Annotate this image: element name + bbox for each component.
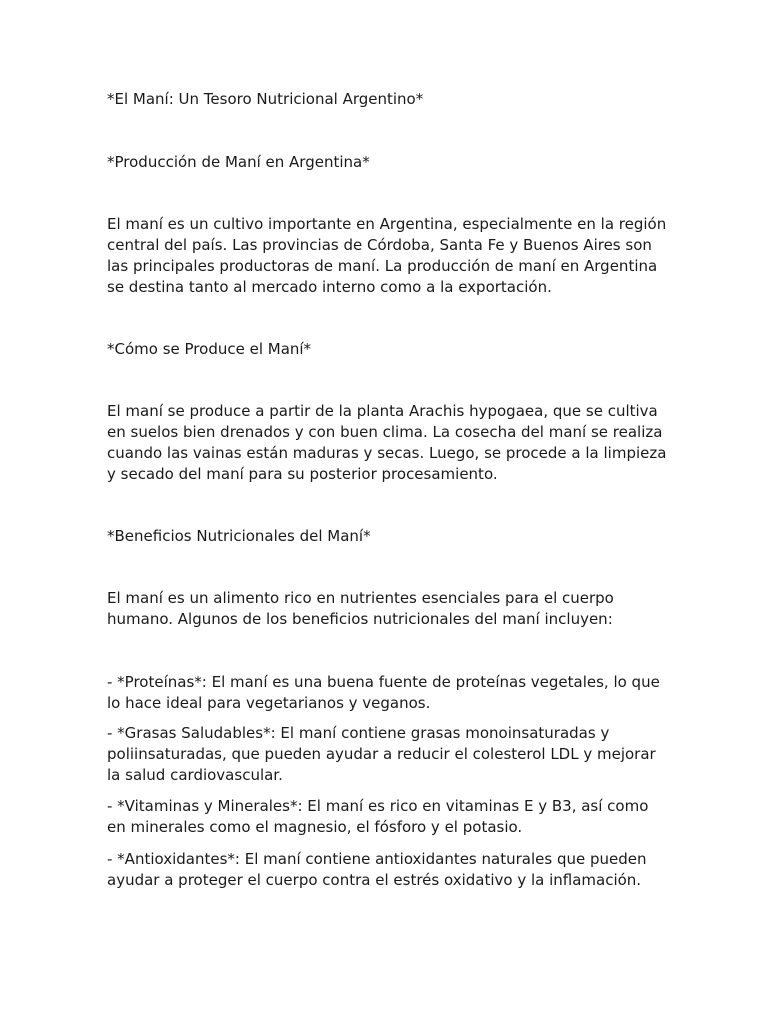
list-item-antioxidants: - *Antioxidantes*: El maní contiene antioxidantes naturales que pueden ayudar a proteger el cuerpo contra el estrés oxidativo y la inflamación. (107, 850, 647, 889)
list-item-healthy-fats: - *Grasas Saludables*: El maní contiene grasas monoinsaturadas y poliinsaturadas, que pueden ayudar a reducir el colesterol LDL y mejorar la salud cardiovascular. (107, 724, 656, 784)
section-paragraph-production: El maní es un cultivo importante en Argentina, especialmente en la región central del país. Las provincias de Córdoba, Santa Fe y Buenos Aires son las principales productoras de maní. La producción de maní en Argentina se destina tanto al mercado interno como a la exportación. (107, 215, 667, 296)
document-title: *El Maní: Un Tesoro Nutricional Argentino* (107, 90, 424, 108)
section-heading-how-produced: *Cómo se Produce el Maní* (107, 340, 312, 358)
section-heading-benefits: *Beneficios Nutricionales del Maní* (107, 527, 371, 545)
section-paragraph-benefits: El maní es un alimento rico en nutrientes esenciales para el cuerpo humano. Algunos de los beneficios nutricionales del maní incluyen: (107, 589, 614, 628)
section-heading-production: *Producción de Maní en Argentina* (107, 153, 370, 171)
section-paragraph-how-produced: El maní se produce a partir de la planta Arachis hypogaea, que se cultiva en suelos bien drenados y con buen clima. La cosecha del maní se realiza cuando las vainas están maduras y secas. Luego, se procede a la limpieza y secado del maní para su posterior procesamiento. (107, 402, 667, 483)
list-item-vitamins-minerals: - *Vitaminas y Minerales*: El maní es rico en vitaminas E y B3, así como en minerales como el magnesio, el fósforo y el potasio. (107, 797, 649, 836)
list-item-proteins: - *Proteínas*: El maní es una buena fuente de proteínas vegetales, lo que lo hace ideal para vegetarianos y veganos. (107, 673, 660, 712)
